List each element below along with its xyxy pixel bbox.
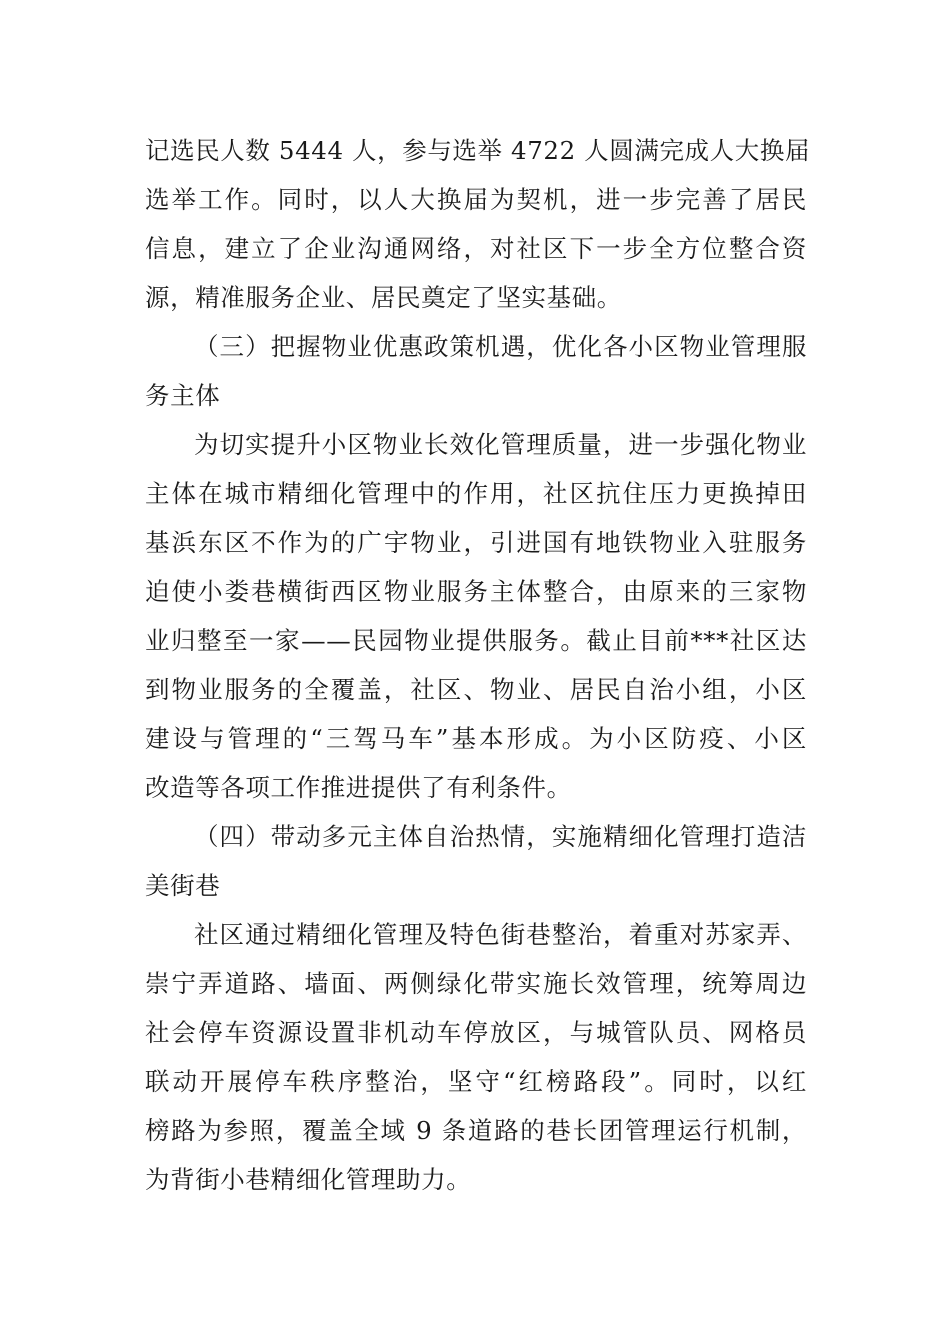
paragraph-election: [145, 126, 811, 322]
heading-line: （三）把握物业优惠政策机遇，优化各小区物业管理服: [194, 332, 807, 361]
text-line: 改造等各项工作推进提供了有利条件。: [145, 773, 572, 802]
text-line: 记选民人数 5444 人，参与选举 4722 人圆满完成人大换届: [145, 136, 811, 165]
text-line: 业归整至一家——民园物业提供服务。截止目前***社区达: [145, 626, 807, 655]
text-line: 社会停车资源设置非机动车停放区，与城管队员、网格员: [145, 1018, 807, 1047]
text-line: 榜路为参照，覆盖全域 9 条道路的巷长团管理运行机制，: [145, 1116, 807, 1145]
text-line: 到物业服务的全覆盖，社区、物业、居民自治小组，小区: [145, 675, 807, 704]
paragraph-property-management: [145, 420, 807, 812]
text-line: 为背街小巷精细化管理助力。: [145, 1165, 472, 1194]
text-line: 联动开展停车秩序整治，坚守“红榜路段”。同时，以红: [145, 1067, 807, 1096]
text-line: 社区通过精细化管理及特色街巷整治，着重对苏家弄、: [194, 920, 807, 949]
text-line: 选举工作。同时，以人大换届为契机，进一步完善了居民: [145, 185, 807, 214]
text-line: 迫使小娄巷横街西区物业服务主体整合，由原来的三家物: [145, 577, 807, 606]
text-line: 建设与管理的“三驾马车”基本形成。为小区防疫、小区: [145, 724, 807, 753]
heading-line: 务主体: [145, 381, 221, 410]
text-line: 主体在城市精细化管理中的作用，社区抗住压力更换掉田: [145, 479, 807, 508]
text-line: 源，精准服务企业、居民奠定了坚实基础。: [145, 283, 622, 312]
document-page: [145, 126, 811, 1204]
text-line: 崇宁弄道路、墙面、两侧绿化带实施长效管理，统筹周边: [145, 969, 807, 998]
section-heading-3: [145, 322, 807, 420]
heading-line: （四）带动多元主体自治热情，实施精细化管理打造洁: [194, 822, 807, 851]
text-line: 基浜东区不作为的广宇物业，引进国有地铁物业入驻服务: [145, 528, 807, 557]
heading-line: 美街巷: [145, 871, 221, 900]
section-heading-4: [145, 812, 807, 910]
text-line: 信息，建立了企业沟通网络，对社区下一步全方位整合资: [145, 234, 807, 263]
paragraph-street-management: [145, 910, 807, 1204]
text-line: 为切实提升小区物业长效化管理质量，进一步强化物业: [194, 430, 807, 459]
